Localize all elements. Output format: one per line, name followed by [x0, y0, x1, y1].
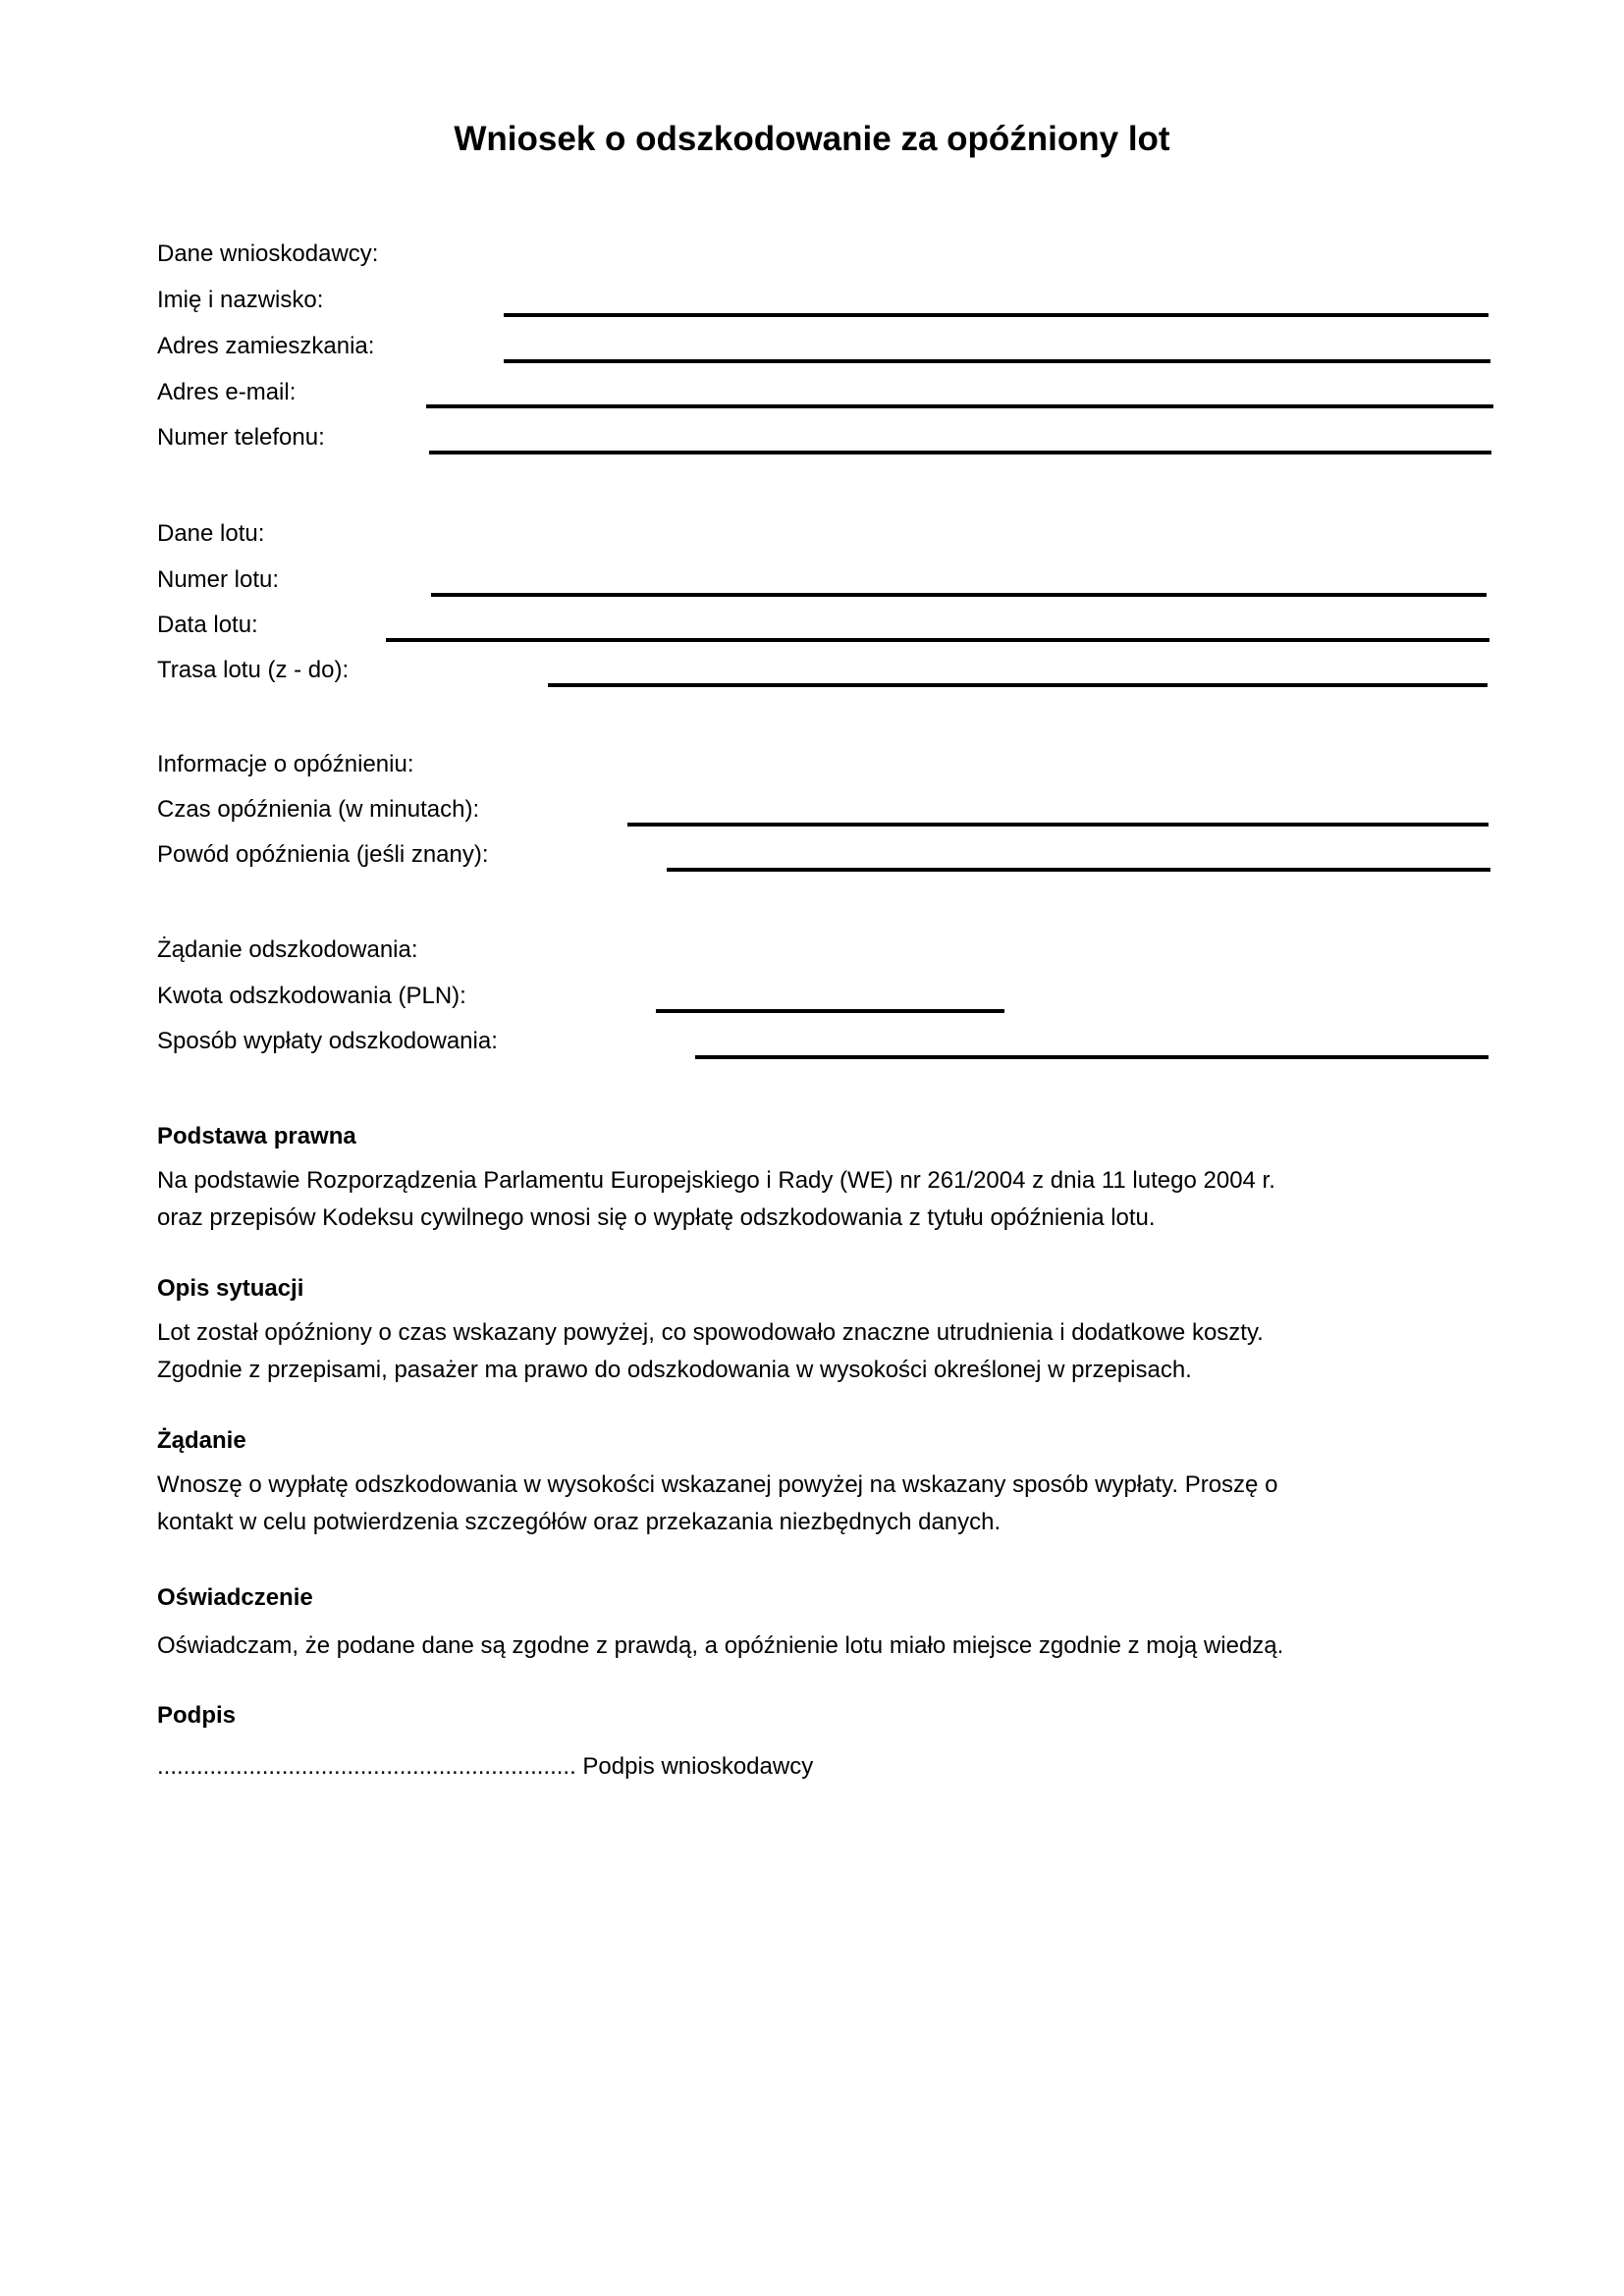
- group-heading-informacje-o-opoznieniu: Informacje o opóźnieniu:: [157, 751, 414, 777]
- field-label-sposob-wyplaty: Sposób wypłaty odszkodowania:: [157, 1028, 498, 1054]
- field-label-adres-email: Adres e-mail:: [157, 379, 297, 405]
- field-label-data-lotu: Data lotu:: [157, 612, 258, 638]
- field-line-trasa-lotu[interactable]: [548, 683, 1488, 687]
- field-line-data-lotu[interactable]: [386, 638, 1489, 642]
- section-heading-zadanie: Żądanie: [157, 1427, 246, 1454]
- section-heading-oswiadczenie: Oświadczenie: [157, 1584, 313, 1611]
- section-text-line: Lot został opóźniony o czas wskazany powyżej, co spowodowało znaczne utrudnienia i dodatkowe koszty.: [157, 1319, 1264, 1346]
- field-line-imie-nazwisko[interactable]: [504, 313, 1489, 317]
- group-heading-dane-wnioskodawcy: Dane wnioskodawcy:: [157, 240, 379, 267]
- section-text-line: kontakt w celu potwierdzenia szczegółów oraz przekazania niezbędnych danych.: [157, 1509, 1001, 1535]
- field-line-sposob-wyplaty[interactable]: [695, 1055, 1489, 1059]
- group-heading-dane-lotu: Dane lotu:: [157, 520, 265, 547]
- field-label-adres-zamieszkania: Adres zamieszkania:: [157, 333, 375, 359]
- section-text-line: Zgodnie z przepisami, pasażer ma prawo do odszkodowania w wysokości określonej w przepisach.: [157, 1357, 1192, 1383]
- signature-line[interactable]: ................................................................ Podpis wnioskodawcy: [157, 1753, 814, 1780]
- field-line-numer-lotu[interactable]: [431, 593, 1487, 597]
- section-heading-podpis: Podpis: [157, 1702, 237, 1729]
- section-heading-podstawa-prawna: Podstawa prawna: [157, 1123, 356, 1149]
- field-line-kwota-odszkodowania[interactable]: [656, 1009, 1004, 1013]
- field-label-numer-lotu: Numer lotu:: [157, 566, 280, 593]
- field-line-adres-email[interactable]: [426, 404, 1493, 408]
- field-label-imie-nazwisko: Imię i nazwisko:: [157, 287, 324, 313]
- field-line-adres-zamieszkania[interactable]: [504, 359, 1490, 363]
- field-line-numer-telefonu[interactable]: [429, 451, 1491, 454]
- section-text-line: oraz przepisów Kodeksu cywilnego wnosi się o wypłatę odszkodowania z tytułu opóźnienia lotu.: [157, 1204, 1156, 1231]
- section-text-line: Na podstawie Rozporządzenia Parlamentu Europejskiego i Rady (WE) nr 261/2004 z dnia 11 lutego 2004 r.: [157, 1167, 1275, 1194]
- field-label-trasa-lotu: Trasa lotu (z - do):: [157, 657, 350, 683]
- field-label-czas-opoznienia: Czas opóźnienia (w minutach):: [157, 796, 480, 823]
- section-text-line: Wnoszę o wypłatę odszkodowania w wysokości wskazanej powyżej na wskazany sposób wypłaty. Proszę o: [157, 1471, 1278, 1498]
- field-label-numer-telefonu: Numer telefonu:: [157, 424, 325, 451]
- section-heading-opis-sytuacji: Opis sytuacji: [157, 1275, 304, 1302]
- page-title: Wniosek o odszkodowanie za opóźniony lot: [454, 120, 1170, 158]
- section-text-line: Oświadczam, że podane dane są zgodne z prawdą, a opóźnienie lotu miało miejsce zgodnie z moją wiedzą.: [157, 1632, 1284, 1659]
- field-line-powod-opoznienia[interactable]: [667, 868, 1490, 872]
- field-line-czas-opoznienia[interactable]: [627, 823, 1489, 827]
- field-label-powod-opoznienia: Powód opóźnienia (jeśli znany):: [157, 841, 489, 868]
- field-label-kwota-odszkodowania: Kwota odszkodowania (PLN):: [157, 983, 466, 1009]
- group-heading-zadanie-odszkodowania: Żądanie odszkodowania:: [157, 936, 418, 963]
